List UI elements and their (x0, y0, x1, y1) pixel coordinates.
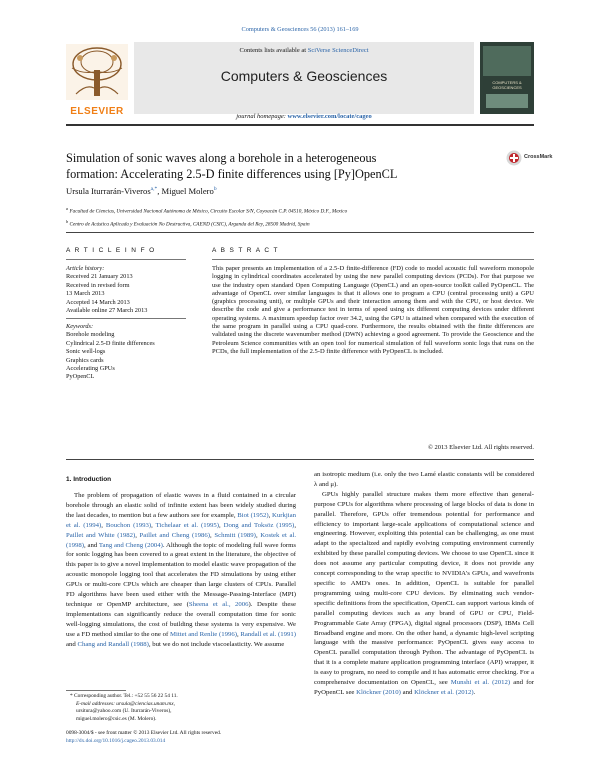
author-2: Miguel Molero (161, 186, 214, 196)
copyright: © 2013 Elsevier Ltd. All rights reserved. (427, 444, 534, 451)
running-header[interactable]: Computers & Geosciences 56 (2013) 161–169 (241, 26, 359, 33)
ref-link[interactable]: Klöckner et al. (2012) (414, 688, 474, 696)
crossmark-badge[interactable] (506, 150, 560, 170)
affiliations (66, 204, 534, 229)
intro-heading: 1. Introduction (66, 476, 112, 483)
affiliation-a: $^a$ Facultad de Ciencias, Universidad Nacional Autónoma de México, Circuito Escolar S/N, Coyoacán C.P. 04510, México D.F., Mexico (66, 206, 348, 215)
elsevier-tree-icon (66, 44, 128, 100)
ref-link[interactable]: Kurkjian et al. (1994) (66, 511, 296, 529)
publisher-name: ELSEVIER (70, 106, 124, 117)
ref-link[interactable]: Chang and Randall (1988) (77, 640, 149, 648)
journal-cover (480, 42, 534, 114)
ref-link[interactable]: Kostek et al. (1998) (66, 531, 297, 549)
masthead (66, 42, 534, 120)
abstract-heading: A B S T R A C T (212, 247, 279, 254)
journal-banner (134, 42, 474, 114)
article-title: Simulation of sonic waves along a borehole in a heterogeneous formation: Accelerating 2.5-D finite differences using [Py]OpenCL (66, 151, 398, 181)
article-history: Article history: Received 21 January 2013 Received in revised form 13 March 2013 Accepted 14 March 2013 Available online 27 March 2013 (66, 265, 148, 315)
ref-link[interactable]: Schmitt (1989) (214, 531, 256, 539)
ref-link[interactable]: Sheena et al., 2006 (188, 600, 249, 608)
ref-link[interactable]: Bouchon (1993) (105, 521, 152, 529)
contents-line: Contents lists available at SciVerse ScienceDirect (239, 47, 369, 54)
journal-title: Computers & Geosciences (220, 68, 388, 84)
ref-link[interactable]: Tichelaar et al. (1995) (155, 521, 219, 529)
affiliation-b: $^b$ Centro de Acústica Aplicada y Evaluación No Destructiva, CAEND (CSIC), Arganda del Rey, 28500 Madrid, Spain (66, 218, 310, 228)
issn-block: 0098-3004/$ - see front matter © 2013 Elsevier Ltd. All rights reserved. http://dx.doi.org/10.1016/j.cageo.2013.03.014 (66, 730, 326, 745)
doi-link[interactable]: http://dx.doi.org/10.1016/j.cageo.2013.03.014 (66, 737, 166, 744)
ref-link[interactable]: Munshi et al. (2012) (450, 679, 511, 687)
author-1: Ursula Iturrarán-Viveros (66, 186, 151, 196)
ref-link[interactable]: Biot (1952) (237, 511, 269, 519)
ref-link[interactable]: Paillet and White (1982) (66, 531, 136, 539)
crossmark-icon (506, 150, 522, 166)
homepage-line: journal homepage: www.elsevier.com/locate/cageo (236, 113, 372, 120)
intro-right-column: an isotropic medium (i.e. only the two Lamé elastic constants will be considered λ and μ). GPUs highly parallel structure makes them more effective than general-purpose CPUs for algorithms where processing of large blocks of data is done in parallel. Therefore, GPUs offer tremendous potential for performance and efficiency to important large-scale applications of computational science and engineering. However, exploiting this potential can be challenging, as one must adapt to the specialized and rapidly evolving computing environment currently exhibited by these parallel computing devices. We choose to use OpenCL since it does not assume any particular computing device, it does not provide any concept corresponding to the wrap specific to NVIDIA's GPUs, and wavefronts specific to AMD's ones. In addition, OpenCL is suitable for parallel programming using multi-core CPU devices. By eliminating such vendor-specific definitions from the specification, OpenCL can support various kinds of parallel computing devices such as any brand of GPU or CPU, Field-Programmable Gate Array (FPGA), digital signal processors (DSP), IBMs Cell Broadband engine and more. On the other hand, a dynamic high-level scripting language with the massive performance: PyOpenCL gives easy access to OpenCL parallel computation through Python. The advantage of PyOpenCL is that it is a complete mature application programming interface (API) wrapper, it is easy to program, no need to compile and it has automatic error checking. For a comprehensive documentation on OpenCL, see Munshi et al. (2012) and for PyOpenCL see Klöckner (2010) and Klöckner et al. (2012). (314, 471, 534, 696)
intro-left-column: The problem of propagation of elastic waves in a fluid contained in a circular borehole through an elastic solid of infinite extent has been widely studied during the last decades, to mention but a few authors see for example, Biot (1952), Kurkjian et al. (1994), Bouchon (1993), Tichelaar et al. (1995), Dong and Toksöz (1995), Paillet and White (1982), Paillet and Cheng (1986), Schmitt (1989), Kostek et al. (1998), and Tang and Cheng (2004). Although the topic of modeling full wave forms for sonic logging has been covered to a great extent in the literature, the objective of this paper is to give a novel implementation to model elastic wave propagation of the acoustic monopole logging tool that accelerates the FD simulations by using either GPUs or multi-core CPUs which are cheaper than large clusters of CPUs. Parallel FD algorithms have been used either with the Message-Passing-Interface (MPI) technique or OpenMP architecture, see (Sheena et al., 2006). Despite these implementations can significantly reduce the overall computation time for sonic well-logging simulations, the cost of building these systems is very expensive. We use a FD method similar to the one of Mittet and Renlie (1996), Randall et al. (1991) and Chang and Randall (1988), but we do not include viscoelasticity. We assume (66, 492, 297, 648)
footnote: * Corresponding author. Tel.: +52 55 56 22 54 11. E-mail addresses: ursula@ciencias.unam.mx, ursitura@yahoo.com (U. Iturrarán-Viveros), miguel.molero@csic.es (M. Molero). (70, 693, 178, 722)
cover-title: COMPUTERS & GEOSCIENCES (492, 80, 522, 90)
abstract-text: This paper presents an implementation of a 2.5-D finite-difference (FD) code to model acoustic full waveform monopole logging in cylindrical coordinates accelerated by using the new parallel computing devices (PCDs). For that purpose we use the industry open standard Open Computing Language (OpenCL) and an open-source toolkit called PyOpenCL. The advantage of OpenCL over similar languages is that it allows one to program a CPU (central processing unit) a GPU (graphics processing unit), or multiple GPUs and their interaction among them and with the CPU, or host device. We describe the code and give a performance test in terms of speed using six different computing devices under different operating systems. A maximum speedup factor over 34.2, using the GPU is attained when compared with the execution of the same program in parallel using a CPU quad-core. Furthermore, the results obtained with the finite differences are validated using the discrete wavenumber method (DWN) achieving a good agreement. To provide the Geoscience and the Petroleum Science communities with an open tool for numerical simulation of full waveform sonic logs that runs on the PCDs, the full implementation of the 2.5-D finite difference with PyOpenCL is included. (212, 265, 534, 355)
ref-link[interactable]: Randall et al. (1991) (240, 630, 297, 638)
author-line: Ursula Iturrarán-Viveros$^{a,*}$, Miguel Molero$^b$ (66, 186, 217, 196)
elsevier-logo (66, 44, 128, 117)
article-info-heading: A R T I C L E I N F O (66, 247, 156, 254)
ref-link[interactable]: Mittet and Renlie (1996) (169, 630, 237, 638)
ref-link[interactable]: Dong and Toksöz (1995) (223, 521, 295, 529)
crossmark-label: CrossMark (524, 154, 553, 160)
sciencedirect-link[interactable]: SciVerse ScienceDirect (307, 47, 369, 54)
ref-link[interactable]: Klöckner (2010) (356, 688, 401, 696)
homepage-link[interactable]: www.elsevier.com/locate/cageo (287, 113, 372, 120)
ref-link[interactable]: Paillet and Cheng (1986) (139, 531, 210, 539)
keywords: Keywords: Borehole modeling Cylindrical 2.5-D finite differences Sonic well-logs Graphics cards Accelerating GPUs PyOpenCL (66, 323, 155, 381)
ref-link[interactable]: Tang and Cheng (2004) (98, 541, 163, 549)
